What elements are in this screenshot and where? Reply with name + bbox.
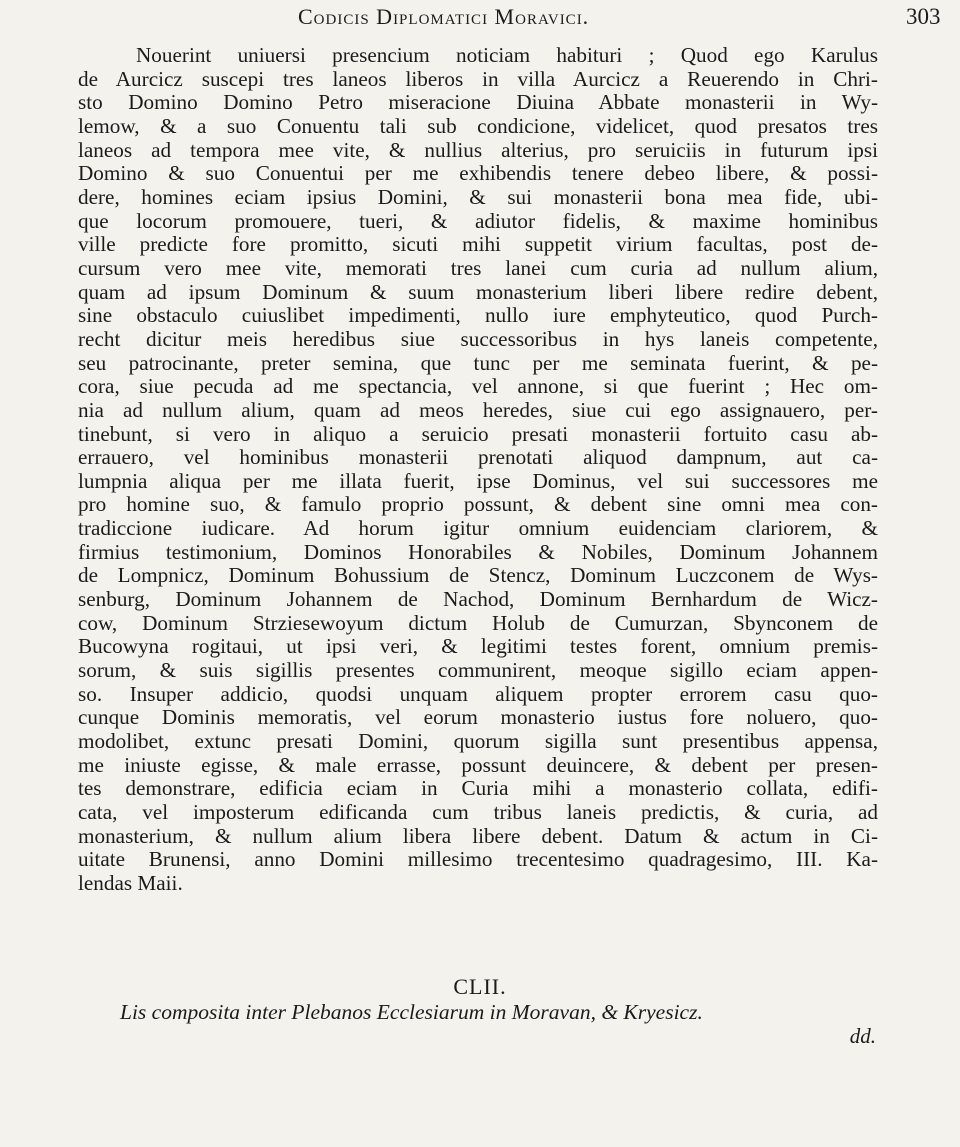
text-line: errauero, vel hominibus monasterii prenotati aliquod dampnum, aut ca- (78, 445, 878, 470)
text-line: tradiccione iudicare. Ad horum igitur omnium euidenciam clariorem, & (78, 516, 878, 541)
text-line: dere, homines eciam ipsius Domini, & sui monasterii bona mea fide, ubi- (78, 184, 878, 209)
document-number: CLII. (453, 974, 507, 999)
text-line: lumpnia aliqua per me illata fuerit, ipse Dominus, vel sui successores me (78, 468, 878, 493)
text-line: Bucowyna rogitaui, ut ipsi veri, & legitimi testes forent, omnium premis- (78, 634, 878, 659)
text-line: lemow, & a suo Conuentu tali sub condicione, videlicet, quod presatos tres (78, 113, 878, 138)
running-head: Codicis Diplomatici Moravici. (298, 4, 590, 29)
text-line: me iniuste egisse, & male errasse, possunt deuincere, & debent per presen- (78, 752, 878, 777)
text-line: cursum vero mee vite, memorati tres lanei cum curia ad nullum alium, (78, 255, 878, 280)
text-line: nia ad nullum alium, quam ad meos heredes, siue cui ego assignauero, per- (78, 397, 878, 422)
text-line: sorum, & suis sigillis presentes communirent, meoque sigillo eciam appen- (78, 658, 878, 683)
text-line: uitate Brunensi, anno Domini millesimo trecentesimo quadragesimo, III. Ka- (78, 847, 878, 872)
text-line: so. Insuper addicio, quodsi unquam aliquem propter errorem casu quo- (78, 681, 878, 706)
text-line: quam ad ipsum Dominum & suum monasterium liberi libere redire debent, (78, 279, 878, 304)
text-line: tinebunt, si vero in aliquo a seruicio presati monasterii fortuito casu ab- (78, 421, 878, 446)
text-line: laneos ad tempora mee vite, & nullius alterius, pro seruiciis in futurum ipsi (78, 137, 878, 162)
text-line: sto Domino Domino Petro miseracione Diuina Abbate monasterii in Wy- (78, 90, 878, 115)
text-line: recht dicitur meis heredibus siue successoribus in hys laneis competente, (78, 326, 878, 351)
text-line: Nouerint uniuersi presencium noticiam habituri ; Quod ego Karulus (136, 43, 878, 67)
text-line: lendas Maii. (78, 870, 183, 895)
text-line: sine obstaculo cuiuslibet impedimenti, nullo iure emphyteutico, quod Purch- (78, 303, 878, 328)
text-line: Domino & suo Conuentui per me exhibendis tenere debeo libere, & possi- (78, 161, 878, 186)
text-line: cora, siue pecuda ad me spectancia, vel annone, si que fuerint ; Hec om- (78, 374, 878, 399)
text-line: senburg, Dominum Johannem de Nachod, Dominum Bernhardum de Wicz- (78, 587, 878, 612)
text-line: monasterium, & nullum alium libera libere debent. Datum & actum in Ci- (78, 823, 878, 848)
text-line: modolibet, extunc presati Domini, quorum sigilla sunt presentibus appensa, (78, 729, 878, 754)
text-line: seu patrocinante, preter semina, que tunc per me seminata fuerint, & pe- (78, 350, 878, 375)
text-line: pro homine suo, & famulo proprio possunt, & debent sine omni mea con- (78, 492, 878, 517)
page-number: 303 (906, 4, 941, 29)
text-line: firmius testimonium, Dominos Honorabiles & Nobiles, Dominum Johannem (78, 539, 878, 564)
catchword: dd. (849, 1024, 876, 1048)
text-line: que locorum promouere, tueri, & adiutor fidelis, & maxime hominibus (78, 208, 878, 233)
text-line: de Lompnicz, Dominum Bohussium de Stencz, Dominum Luczconem de Wys- (78, 563, 878, 588)
text-line: cata, vel imposterum edificanda cum tribus laneis predictis, & curia, ad (78, 800, 878, 824)
text-line: tes demonstrare, edificia eciam in Curia mihi a monasterio collata, edifi- (78, 776, 878, 801)
document-title: Lis composita inter Plebanos Ecclesiarum in Moravan, & Kryesicz. (120, 1000, 703, 1024)
text-line: ville predicte fore promitto, sicuti mihi suppetit virium facultas, post de- (78, 232, 878, 257)
page-header (0, 4, 960, 34)
text-line: de Aurcicz suscepi tres laneos liberos in villa Aurcicz a Reuerendo in Chri- (78, 66, 878, 91)
text-line: cunque Dominis memoratis, vel eorum monasterio iustus fore noluero, quo- (78, 705, 878, 730)
text-line: cow, Dominum Strziesewoyum dictum Holub de Cumurzan, Sbynconem de (78, 610, 878, 635)
charter-text (78, 44, 878, 896)
